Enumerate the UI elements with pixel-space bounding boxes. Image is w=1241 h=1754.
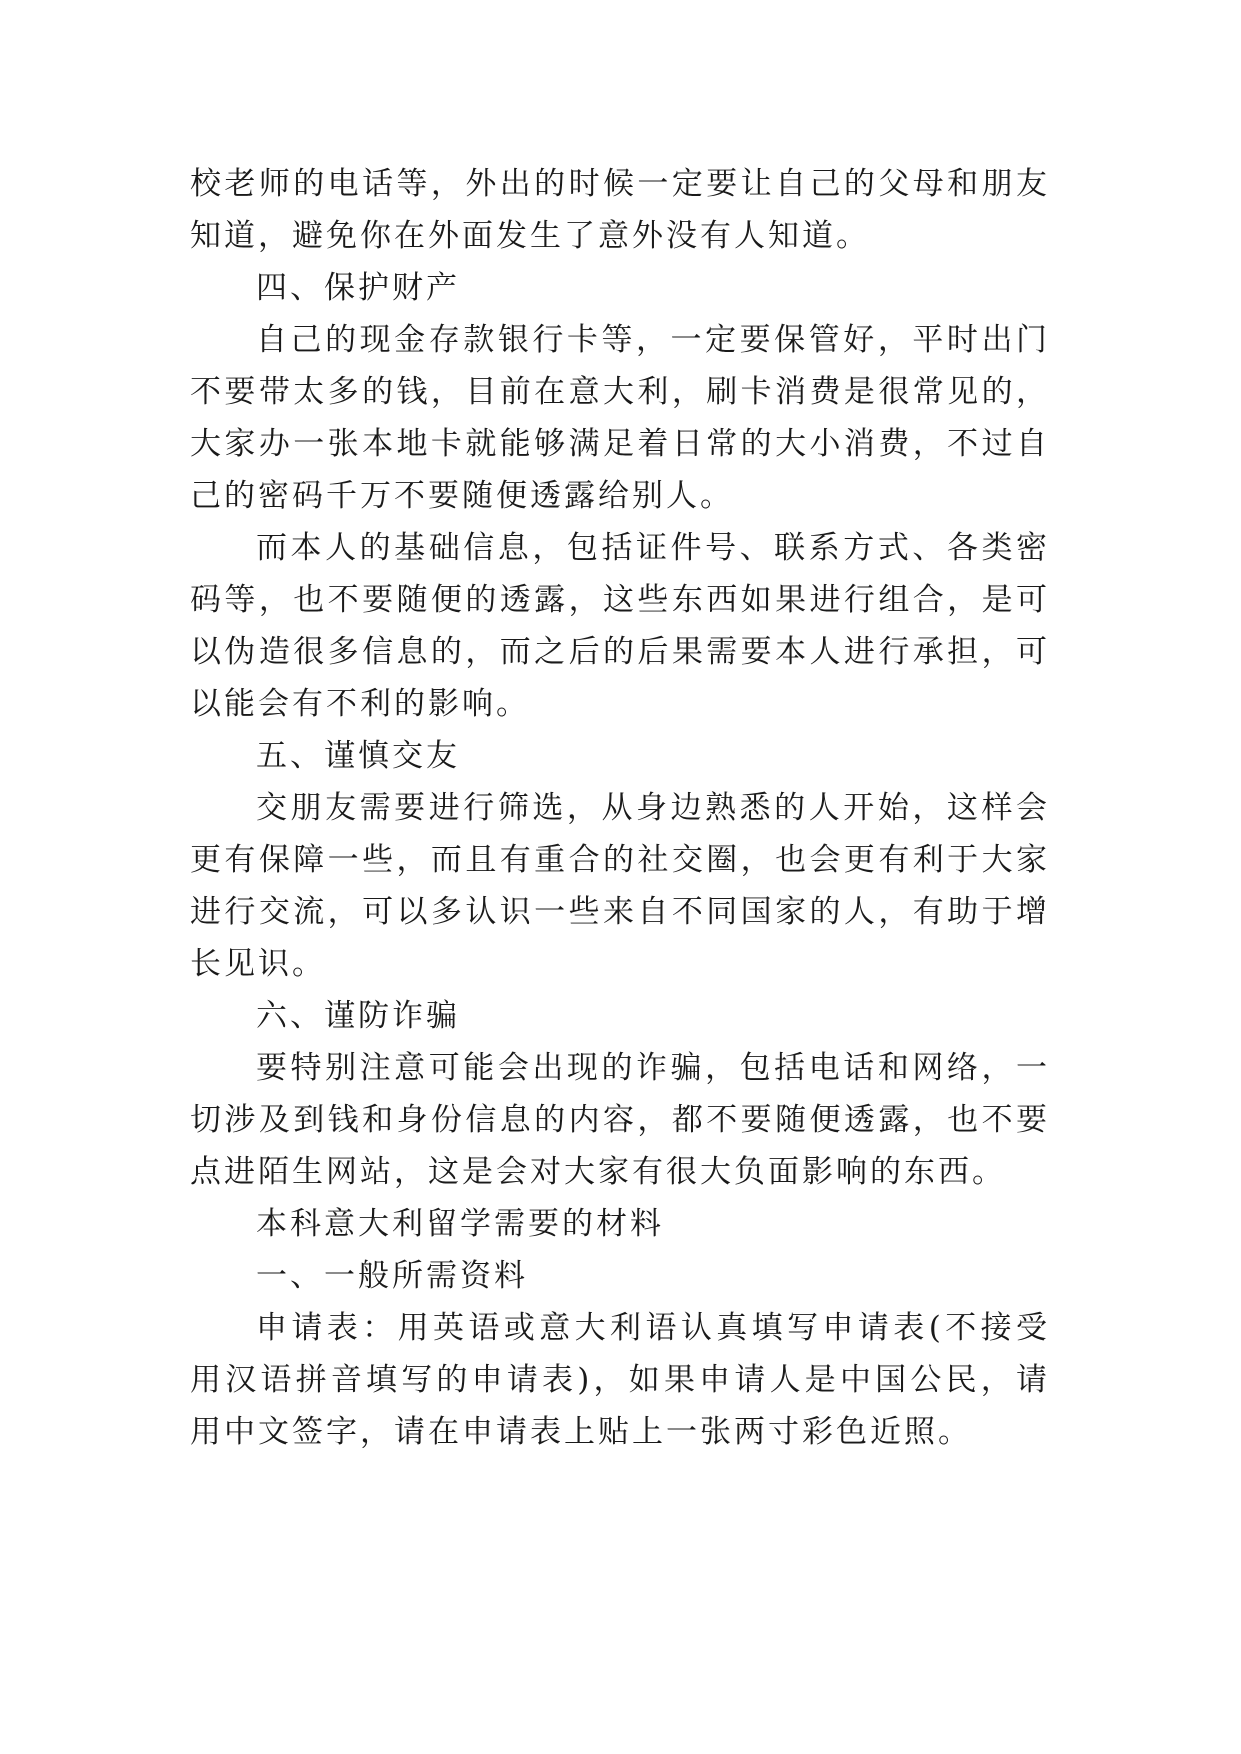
document-body: [190, 158, 1050, 1458]
section-heading-make-friends-carefully: 五、谨慎交友: [256, 738, 460, 774]
paragraph-personal-info: 而本人的基础信息，包括证件号、联系方式、各类密码等，也不要随便的透露，这些东西如果进行组合，是可以伪造很多信息的，而之后的后果需要本人进行承担，可以能会有不利的影响。: [190, 530, 1050, 722]
section-heading-protect-property: 四、保护财产: [256, 270, 460, 306]
paragraph-fraud: 要特别注意可能会出现的诈骗，包括电话和网络，一切涉及到钱和身份信息的内容，都不要随便透露，也不要点进陌生网站，这是会对大家有很大负面影响的东西。: [190, 1050, 1050, 1190]
paragraph-application-form: 申请表：用英语或意大利语认真填写申请表(不接受用汉语拼音填写的申请表)，如果申请人是中国公民，请用中文签字，请在申请表上贴上一张两寸彩色近照。: [190, 1310, 1050, 1450]
section-heading-general-materials: 一、一般所需资料: [256, 1258, 528, 1294]
section-heading-beware-fraud: 六、谨防诈骗: [256, 998, 460, 1034]
paragraph-contact-safety: 校老师的电话等，外出的时候一定要让自己的父母和朋友知道，避免你在外面发生了意外没有人知道。: [190, 166, 1050, 254]
paragraph-friends: 交朋友需要进行筛选，从身边熟悉的人开始，这样会更有保障一些，而且有重合的社交圈，也会更有利于大家进行交流，可以多认识一些来自不同国家的人，有助于增长见识。: [190, 790, 1050, 982]
paragraph-bank-cards: 自己的现金存款银行卡等，一定要保管好，平时出门不要带太多的钱，目前在意大利，刷卡消费是很常见的，大家办一张本地卡就能够满足着日常的大小消费，不过自己的密码千万不要随便透露给别人。: [190, 322, 1050, 514]
section-heading-undergraduate-materials: 本科意大利留学需要的材料: [256, 1206, 664, 1242]
